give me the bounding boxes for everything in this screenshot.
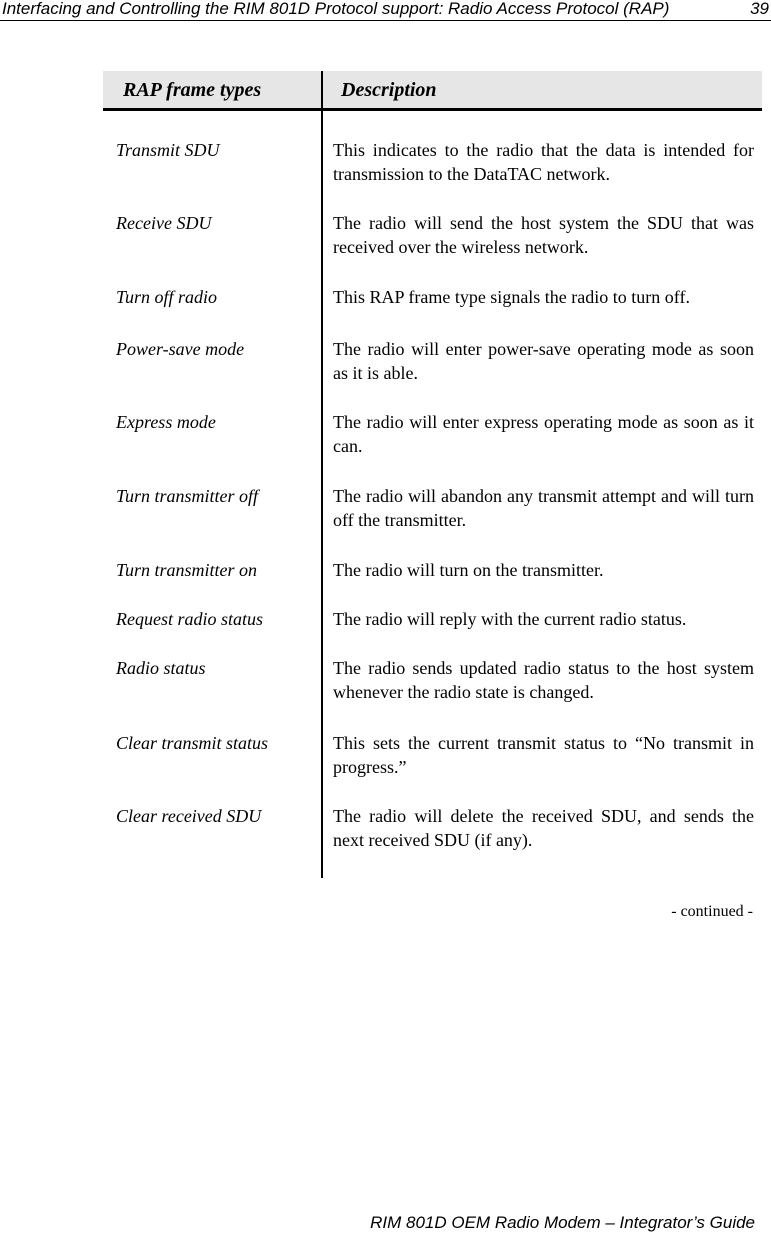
column-header-frame-types: RAP frame types: [123, 79, 262, 101]
running-header: [0, 0, 771, 21]
frame-description: The radio will reply with the current radio status.: [333, 609, 687, 629]
frame-type: Transmit SDU: [116, 140, 220, 160]
column-divider: [321, 71, 323, 878]
frame-description: The radio sends updated radio status to the host system whenever the radio state is changed.: [333, 658, 754, 702]
frame-type: Clear transmit status: [116, 733, 269, 753]
frame-type: Power-save mode: [116, 339, 245, 359]
frame-description: The radio will enter power-save operating mode as soon as it is able.: [333, 339, 754, 383]
header-title: Interfacing and Controlling the RIM 801D Protocol support: Radio Access Protocol (RAP): [2, 0, 670, 18]
frame-description: This sets the current transmit status to “No transmit in progress.”: [333, 733, 754, 777]
frame-description: The radio will delete the received SDU, and sends the next received SDU (if any).: [333, 806, 754, 850]
frame-type: Request radio status: [116, 609, 263, 629]
continued-note: - continued -: [671, 903, 753, 920]
frame-type: Turn transmitter off: [116, 486, 259, 506]
frame-type: Turn off radio: [116, 287, 218, 307]
table-header: [103, 71, 762, 111]
frame-type: Receive SDU: [116, 213, 212, 233]
frame-description: The radio will send the host system the SDU that was received over the wireless network.: [333, 213, 754, 257]
frame-type: Express mode: [116, 412, 216, 432]
frame-type: Clear received SDU: [116, 806, 262, 826]
page-footer: RIM 801D OEM Radio Modem – Integrator’s Guide: [370, 1213, 755, 1232]
frame-description: This RAP frame type signals the radio to turn off.: [333, 287, 690, 307]
frame-description: The radio will enter express operating mode as soon as it can.: [333, 412, 754, 456]
frame-type: Radio status: [116, 658, 206, 678]
frame-type: Turn transmitter on: [116, 560, 258, 580]
frame-description: This indicates to the radio that the data is intended for transmission to the DataTAC network.: [333, 140, 754, 184]
frame-description: The radio will turn on the transmitter.: [333, 560, 604, 580]
page-number: 39: [750, 0, 769, 18]
column-header-description: Description: [341, 79, 437, 101]
frame-description: The radio will abandon any transmit attempt and will turn off the transmitter.: [333, 486, 754, 530]
